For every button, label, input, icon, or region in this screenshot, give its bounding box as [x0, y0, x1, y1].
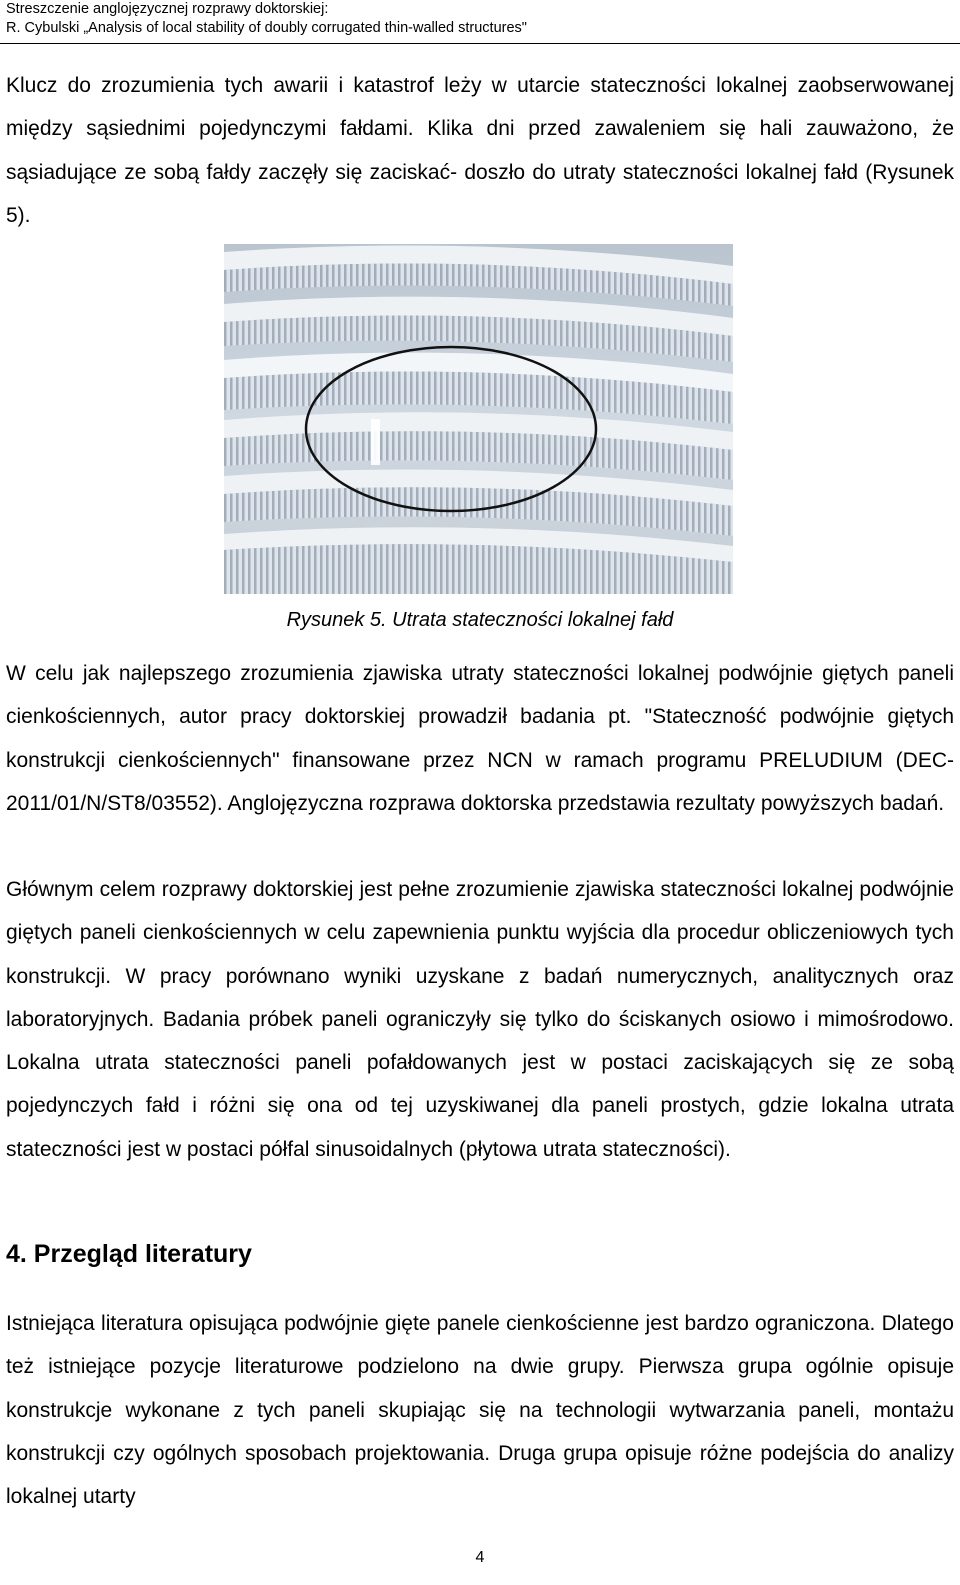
- section-heading: 4. Przegląd literatury: [6, 1240, 252, 1268]
- header-divider: [0, 43, 960, 44]
- page-number: 4: [475, 1549, 485, 1566]
- paragraph-research-funding: W celu jak najlepszego zrozumienia zjawiska utraty stateczności lokalnej podwójnie giętych paneli cienkościennych, autor pracy doktorskiej prowadził badania pt. "Stateczność podwójnie giętych konstrukcji cienkościennych" finansowane przez NCN w ramach programu PRELUDIUM (DEC-2011/01/N/ST8/03552). Anglojęzyczna rozprawa doktorska przedstawia rezultaty powyższych badań.: [6, 662, 954, 815]
- running-header-line-2: R. Cybulski „Analysis of local stability of doubly corrugated thin-walled structures": [6, 20, 527, 36]
- paragraph-literature: Istniejąca literatura opisująca podwójnie gięte panele cienkościenne jest bardzo ograniczona. Dlatego też istniejące pozycje literaturowe podzielono na dwie grupy. Pierwsza grupa ogólnie opisuje konstrukcje wykonane z tych paneli skupiając się na technologii wytwarzania paneli, montażu konstrukcji czy ogólnych sposobach projektowania. Druga grupa opisuje różne podejścia do analizy lokalnej utarty: [6, 1312, 954, 1509]
- paragraph-intro: Klucz do zrozumienia tych awarii i katastrof leży w utarcie stateczności lokalnej zaobserwowanej między sąsiednimi pojedynczymi fałdami. Klika dni przed zawaleniem się hali zauważono, że sąsiadujące ze sobą fałdy zaczęły się zaciskać- doszło do utraty stateczności lokalnej fałd (Rysunek 5).: [6, 74, 954, 227]
- paragraph-main-goal: Głównym celem rozprawy doktorskiej jest pełne zrozumienie zjawiska stateczności lokalnej podwójnie giętych paneli cienkościennych w celu zapewnienia punktu wyjścia dla procedur obliczeniowych tych konstrukcji. W pracy porównano wyniki uzyskane z badań numerycznych, analitycznych oraz laboratoryjnych. Badania próbek paneli ograniczyły się tylko do ściskanych osiowo i mimośrodowo. Lokalna utrata stateczności paneli pofałdowanych jest w postaci zaciskających się ze sobą pojedynczych fałd i różni się ona od tej uzyskiwanej dla paneli prostych, gdzie lokalna utrata stateczności jest w postaci półfal sinusoidalnych (płytowa utrata stateczności).: [6, 878, 954, 1161]
- figure-corrugated-panel-photo: [224, 244, 733, 594]
- running-header: [6, 0, 527, 38]
- figure-caption: Rysunek 5. Utrata stateczności lokalnej fałd: [286, 609, 674, 631]
- running-header-line-1: Streszczenie anglojęzycznej rozprawy doktorskiej:: [6, 1, 329, 17]
- light-reflection: [371, 419, 380, 465]
